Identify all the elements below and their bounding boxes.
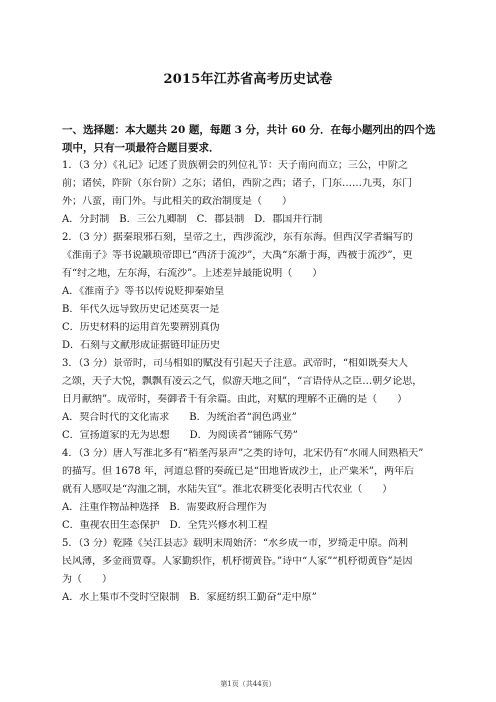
question-4-line-3: 就有人感叹是“沟洫之制，水陆失宜”。淮北农耕变化表明古代农业（ ） — [62, 484, 393, 495]
question-2-option-d: D．石刻与文献形成证据链印证历史 — [62, 340, 221, 351]
question-1-line-3: 外；八蛮，南门外。与此相关的政治制度是（ ） — [62, 196, 292, 207]
question-1-line-1: 1．（3 分）《礼记》记述了贵族朝会的列位礼节：天子南向而立；三公，中阶之 — [62, 160, 408, 171]
question-4-line-2: 的描写。但 1678 年，河道总督的奏疏已是“田地皆成沙土，止产粟米”，两年后 — [62, 466, 415, 477]
question-3-options-ab: A．契合时代的文化需求 B．为统治者“润色鸿业” — [62, 412, 297, 423]
question-2-line-1: 2．（3 分）据秦琅邪石刻，皇帝之土，西涉流沙，东有东海。但西汉学者编写的 — [62, 232, 413, 243]
question-2-option-c: C．历史材料的运用首先要辨别真伪 — [62, 322, 220, 333]
section-heading-line-1: 一、选择题：本大题共 20 题，每题 3 分，共计 60 分．在每小题列出的四个选 — [62, 124, 436, 136]
question-4-options-ab: A．注重作物品种选择 B．需要政府合理作为 — [62, 502, 267, 513]
question-5-line-2: 民风薄，多金商贾尊。人家勤织作，机杼彻黄昏。”诗中“人家”“机杼彻黄昏”是因 — [62, 556, 413, 567]
question-5-line-1: 5．（3 分）乾隆《吴江县志》载明末周始济：“水乡成一市，罗绮走中原。尚利 — [62, 538, 409, 549]
question-1-options: A．分封制 B．三公九卿制 C．郡县制 D．郡国并行制 — [62, 214, 323, 225]
question-3-options-cd: C．宣扬道家的无为思想 D．为阅读者“铺陈气势” — [62, 430, 298, 441]
page-footer: 第1页（共44页） — [220, 680, 276, 688]
question-5-options-ab: A．水上集市不受时空限制 B．家庭纺织工勤奋“走中原” — [62, 592, 317, 603]
question-2-option-a: A．《淮南子》等书以传说贬抑秦始皇 — [62, 286, 225, 297]
page-title: 2015年江苏省高考历史试卷 — [163, 72, 333, 87]
question-4-line-1: 4．（3 分）唐人写淮北多有“稻垄泻泉声”之类的诗句，北宋仍有“水闹人间熟稻天” — [62, 448, 424, 459]
question-3-line-2: 之颂，天子大悦，飘飘有凌云之气，似游天地之间”，“言语侍从之臣…朝夕论思， — [62, 376, 423, 387]
question-5-line-3: 为（ ） — [62, 574, 112, 585]
section-heading-line-2: 项中，只有一项最符合题目要求． — [62, 142, 220, 154]
question-2-line-3: 有“纣之地，左东海，右流沙”。上述差异最能说明（ ） — [62, 268, 323, 279]
question-2-line-2: 《淮南子》等书说颛顼帝即已“西济于流沙”，大禹“东渐于海，西被于流沙”，更 — [62, 250, 413, 261]
question-4-options-cd: C．重视农田生态保护 D．全凭兴修水利工程 — [62, 520, 268, 531]
question-1-line-2: 前；诸侯，阼阶（东台阶）之东；诸伯，西阶之西；诸子，门东……九夷，东门 — [62, 178, 412, 189]
question-2-option-b: B．年代久远导致历史记述莫衷一是 — [62, 304, 220, 315]
question-3-line-1: 3．（3 分）景帝时，司马相如的赋没有引起天子注意。武帝时，“相如既奏大人 — [62, 358, 409, 369]
question-3-line-3: 日月献纳”。成帝时，奏御者千有余篇。由此，对赋的理解不正确的是（ ） — [62, 394, 408, 405]
